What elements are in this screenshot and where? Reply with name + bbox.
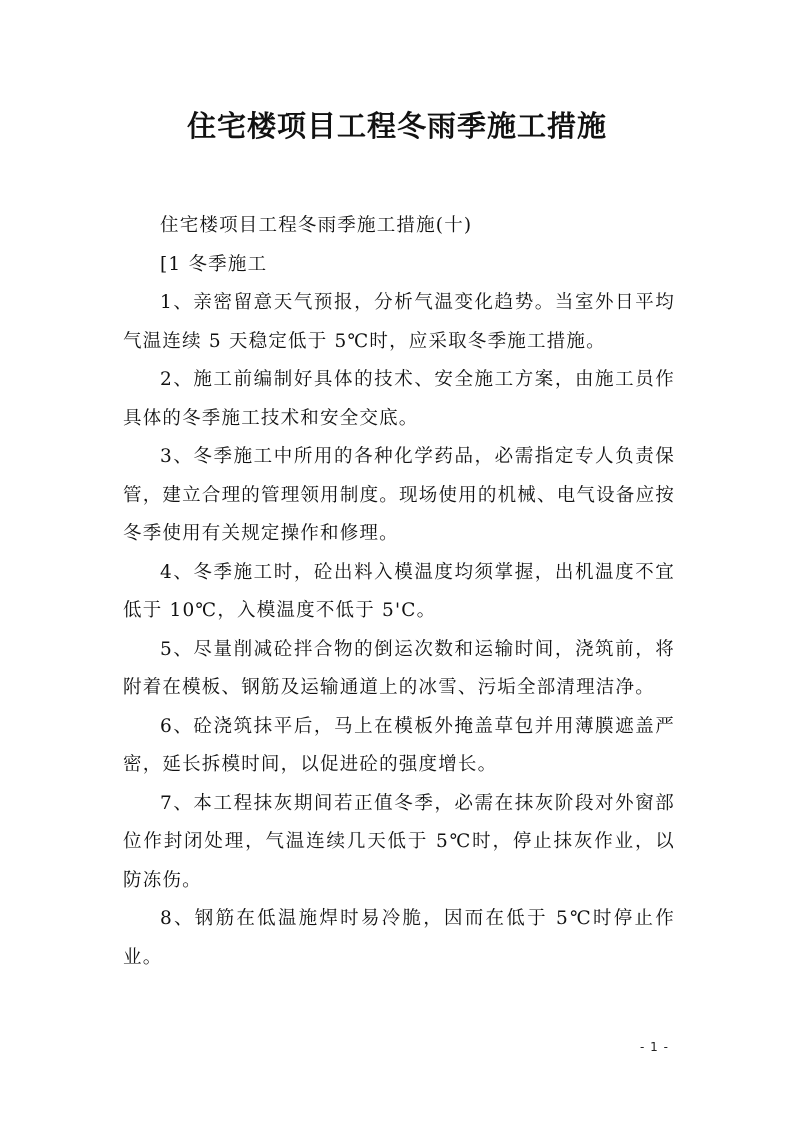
- paragraph-8: 8、钢筋在低温施焊时易冷脆，因而在低于 5℃时停止作业。: [123, 908, 675, 968]
- paragraph-1: 1、亲密留意天气预报，分析气温变化趋势。当室外日平均气温连续 5 天稳定低于 5℃时，应采取冬季施工措施。: [123, 292, 675, 352]
- paragraph-4: 4、冬季施工时，砼出料入模温度均须掌握，出机温度不宜低于 10℃，入模温度不低于 5'C。: [123, 561, 675, 621]
- document-body: [123, 207, 675, 977]
- page-number: - 1 -: [640, 1040, 669, 1054]
- paragraph-3: 3、冬季施工中所用的各种化学药品，必需指定专人负责保管，建立合理的管理领用制度。现场使用的机械、电气设备应按冬季使用有关规定操作和修理。: [123, 446, 675, 544]
- paragraph-2: 2、施工前编制好具体的技术、安全施工方案，由施工员作具体的冬季施工技术和安全交底。: [123, 369, 675, 429]
- document-title: 住宅楼项目工程冬雨季施工措施: [186, 109, 607, 143]
- section-heading: [1 冬季施工: [160, 253, 268, 275]
- paragraph-5: 5、尽量削减砼拌合物的倒运次数和运输时间，浇筑前，将附着在模板、钢筋及运输通道上的冰雪、污垢全部清理洁净。: [123, 638, 675, 698]
- paragraph-7: 7、本工程抹灰期间若正值冬季，必需在抹灰阶段对外窗部位作封闭处理，气温连续几天低于 5℃时，停止抹灰作业，以防冻伤。: [123, 792, 675, 891]
- paragraph-6: 6、砼浇筑抹平后，马上在模板外掩盖草包并用薄膜遮盖严密，延长拆模时间，以促进砼的强度增长。: [123, 715, 675, 775]
- subtitle-line: 住宅楼项目工程冬雨季施工措施(十): [160, 215, 473, 236]
